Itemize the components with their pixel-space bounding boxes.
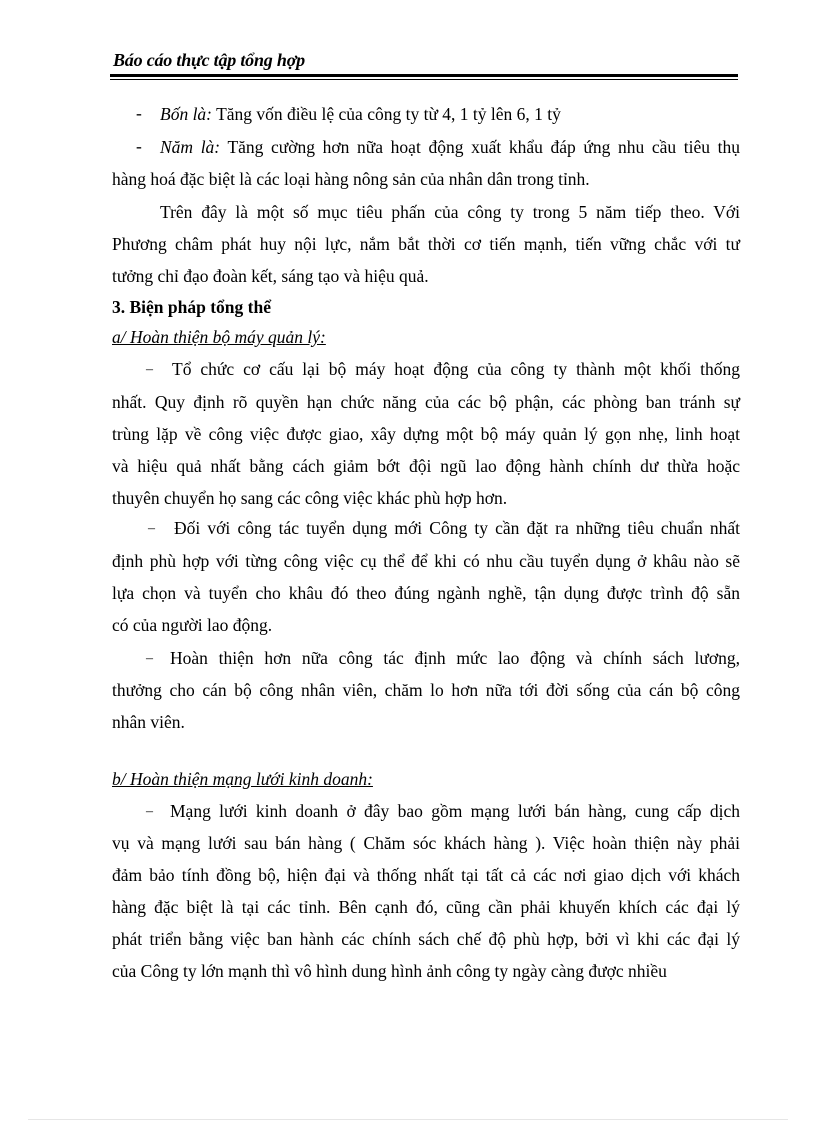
subsection-heading-b: b/ Hoàn thiện mạng lưới kinh doanh: (112, 769, 373, 789)
header-rule (110, 74, 738, 77)
paragraph-line: của Công ty lớn mạnh thì vô hình dung hình ảnh công ty ngày càng được nhiều (112, 961, 667, 981)
bullet-text: Tăng vốn điều lệ của công ty từ 4, 1 tỷ lên 6, 1 tỷ (212, 104, 561, 124)
header-rule-thin (110, 79, 738, 80)
paragraph-line: Mạng lưới kinh doanh ở đây bao gồm mạng lưới bán hàng, cung cấp dịch (170, 801, 740, 821)
bullet-dash: - (136, 103, 142, 123)
paragraph-line: hàng đặc biệt là tại các tỉnh. Bên cạnh đó, cũng cần phải khuyến khích các đại lý (112, 897, 740, 917)
paragraph-dash: – (146, 804, 153, 819)
summary-line: Phương châm phát huy nội lực, nắm bắt thời cơ tiến mạnh, tiến vững chắc với tư (112, 234, 740, 254)
paragraph-dash: – (148, 521, 155, 536)
paragraph-line: Đối với công tác tuyển dụng mới Công ty cần đặt ra những tiêu chuẩn nhất (174, 518, 740, 538)
bullet-label: Năm là: (160, 137, 221, 157)
bullet-text: Tăng cường hơn nữa hoạt động xuất khẩu đáp ứng nhu cầu tiêu thụ (220, 137, 741, 157)
page-header-title: Báo cáo thực tập tổng hợp (113, 50, 305, 70)
paragraph-line: nhất. Quy định rõ quyền hạn chức năng của các bộ phận, các phòng ban tránh sự (112, 392, 740, 412)
summary-line: tưởng chỉ đạo đoàn kết, sáng tạo và hiệu quả. (112, 266, 429, 286)
paragraph-line: trùng lặp về công việc được giao, xây dựng một bộ máy quản lý gọn nhẹ, linh hoạt (112, 424, 740, 444)
paragraph-line: thưởng cho cán bộ công nhân viên, chăm lo hơn nữa tới đời sống của cán bộ công (112, 680, 740, 700)
paragraph-line: định phù hợp với từng công việc cụ thể để khi có nhu cầu tuyển dụng ở khâu nào sẽ (112, 551, 740, 571)
paragraph-line: thuyên chuyển họ sang các công việc khác phù hợp hơn. (112, 488, 508, 508)
paragraph-line: Hoàn thiện hơn nữa công tác định mức lao động và chính sách lương, (170, 648, 740, 668)
paragraph-dash: – (146, 651, 153, 666)
paragraph-dash: – (146, 362, 153, 377)
paragraph-line: đảm bảo tính đồng bộ, hiện đại và thống nhất tại tất cả các nơi giao dịch với khách (112, 865, 740, 885)
paragraph-line: nhân viên. (112, 712, 185, 732)
subsection-heading-a: a/ Hoàn thiện bộ máy quản lý: (112, 327, 326, 347)
section-heading: 3. Biện pháp tổng thể (112, 297, 271, 317)
summary-line: Trên đây là một số mục tiêu phấn của công ty trong 5 năm tiếp theo. Với (160, 202, 740, 222)
bullet-continuation: hàng hoá đặc biệt là các loại hàng nông sản của nhân dân trong tỉnh. (112, 169, 590, 189)
bullet-label: Bốn là: (160, 104, 213, 124)
paragraph-line: Tổ chức cơ cấu lại bộ máy hoạt động của công ty thành một khối thống (172, 359, 740, 379)
paragraph-line: lựa chọn và tuyển cho khâu đó theo đúng ngành nghề, tận dụng được trình độ sẵn (112, 583, 740, 603)
bullet-item (160, 103, 740, 125)
paragraph-line: phát triển bằng việc ban hành các chính sách chế độ phù hợp, bởi vì khi các đại lý (112, 929, 740, 949)
paragraph-line: có của người lao động. (112, 615, 273, 635)
bullet-item (160, 136, 740, 158)
page-bottom-rule (28, 1119, 788, 1120)
paragraph-line: vụ và mạng lưới sau bán hàng ( Chăm sóc khách hàng ). Việc hoàn thiện này phải (112, 833, 740, 853)
paragraph-line: và hiệu quả nhất bằng cách giảm bớt đội ngũ lao động hành chính dư thừa hoặc (112, 456, 740, 476)
bullet-dash: - (136, 136, 142, 156)
